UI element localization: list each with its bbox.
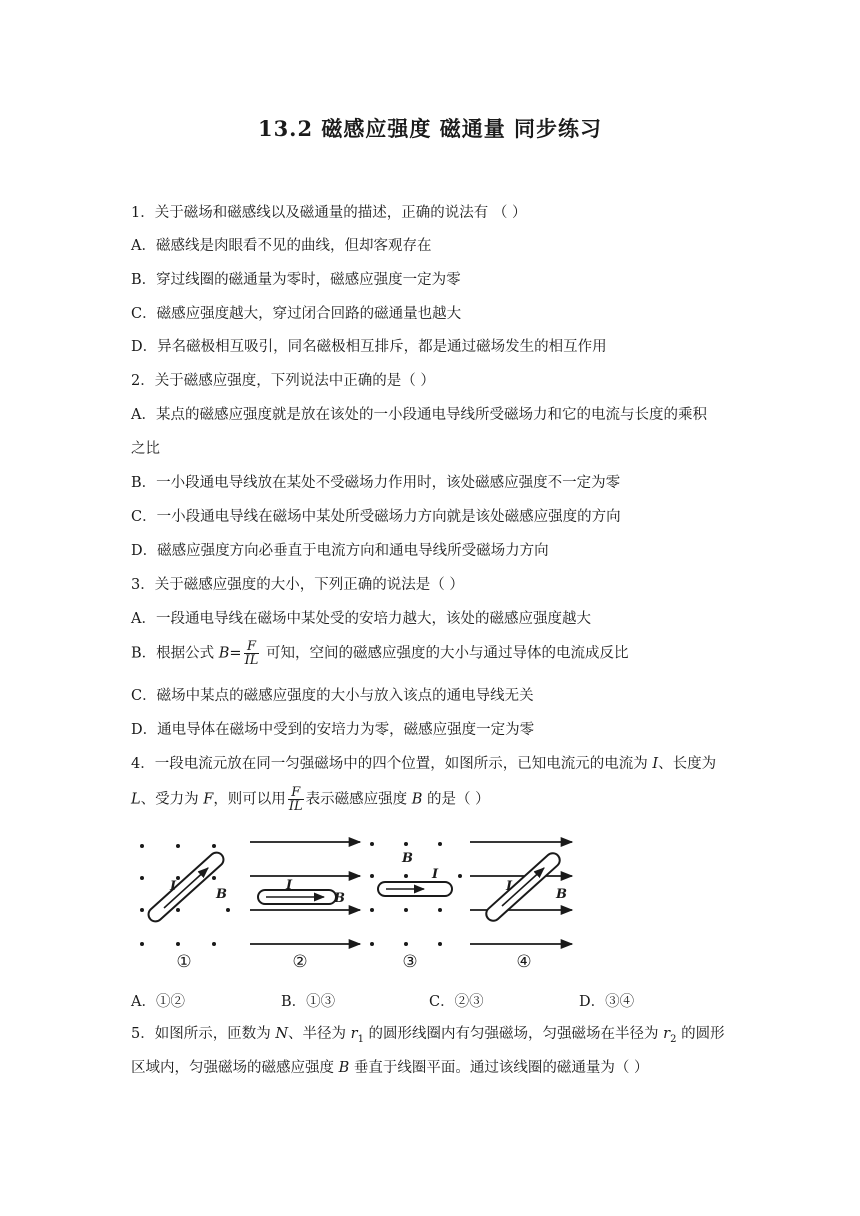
q4-option-d: D．③④ [579, 994, 635, 1010]
q3-b-var: B [218, 645, 230, 662]
q5-l1-mid2: 的圆形线圈内有匀强磁场，匀强磁场在半径为 [363, 1026, 664, 1042]
q3-b-eq: = [229, 645, 242, 662]
fig-label-i-1: I [170, 879, 177, 894]
q4-l2-b: B [411, 791, 423, 808]
q5-l1-pre: 5．如图所示，匝数为 [131, 1026, 276, 1042]
q1-option-d: D．异名磁极相互吸引，同名磁极相互排斥，都是通过磁场发生的相互作用 [131, 339, 607, 355]
fig-label-i-4: I [506, 879, 513, 894]
page-title: 13.2 磁感应强度 磁通量 同步练习 [257, 116, 603, 141]
q4-l2-mid: 、受力为 [140, 791, 204, 808]
formula-fraction-2 [288, 786, 304, 813]
q5-stem-line2 [131, 1059, 648, 1077]
q4-figure [128, 826, 578, 976]
q5-l1-r2: r [663, 1026, 671, 1042]
q4-option-a: A．①② [131, 994, 185, 1010]
q2-option-a-line1: A．某点的磁感应强度就是放在该处的一小段通电导线所受磁场力和它的电流与长度的乘积 [131, 407, 707, 423]
fraction-numerator-2: F [288, 786, 304, 800]
q3-option-c: C．磁场中某点的磁感应强度的大小与放入该点的通电导线无关 [131, 688, 534, 704]
conductor-panel-2 [258, 890, 336, 904]
q4-l2-l: L [131, 791, 141, 808]
fig-label-b-1: B [216, 887, 227, 902]
conductor-panel-4 [483, 850, 562, 923]
q4-option-b: B．①③ [281, 994, 336, 1010]
q4-l1-post: 、长度为 [658, 756, 717, 772]
fig-label-b-4: B [556, 887, 567, 902]
q4-l2-post1: 表示磁感应强度 [305, 791, 412, 808]
q4-l1-pre: 4．一段电流元放在同一匀强磁场中的四个位置，如图所示，已知电流元的电流为 [131, 756, 653, 772]
q4-option-c: C．②③ [429, 994, 484, 1010]
q5-stem-line1 [131, 1025, 725, 1049]
q2-option-d: D．磁感应强度方向必垂直于电流方向和通电导线所受磁场力方向 [131, 543, 549, 559]
q4-l1-i: I [652, 756, 659, 772]
q3-option-a: A．一段通电导线在磁场中某处受的安培力越大，该处的磁感应强度越大 [131, 611, 591, 627]
fig-label-i-3: I [432, 867, 439, 882]
q4-l2-f: F [203, 791, 214, 808]
fig-label-b-2: B [334, 891, 345, 906]
q3-b-pre: B．根据公式 [131, 645, 219, 662]
fig-label-4: ④ [516, 952, 532, 972]
q4-l2-mid2: ，则可以用 [213, 791, 286, 808]
q5-l1-sub2: 2 [670, 1033, 677, 1045]
q4-l2-post2: 的是（ ） [422, 791, 490, 808]
q3-stem: 3．关于磁感应强度的大小，下列正确的说法是（ ） [131, 577, 464, 593]
q2-option-c: C．一小段通电导线在磁场中某处所受磁场力方向就是该处磁感应强度的方向 [131, 509, 621, 525]
fraction-numerator: F [244, 640, 260, 654]
q5-l1-post: 的圆形 [676, 1026, 725, 1042]
formula-fraction [244, 640, 260, 667]
q5-l2-pre: 区域内，匀强磁场的磁感应强度 [131, 1060, 339, 1076]
q5-l2-post: 垂直于线圈平面。通过该线圈的磁通量为（ ） [349, 1060, 649, 1076]
q5-l1-sub1: 1 [357, 1033, 364, 1045]
q4-stem-line1 [131, 755, 716, 773]
fraction-denominator: IL [244, 653, 259, 668]
fig-label-1: ① [176, 952, 192, 972]
conductor-panel-3 [378, 882, 452, 896]
q3-option-b [131, 640, 628, 667]
conductor-panel-1 [146, 850, 227, 925]
q5-l1-mid: 、半径为 [288, 1026, 351, 1042]
q1-option-c: C．磁感应强度越大，穿过闭合回路的磁通量也越大 [131, 306, 462, 322]
q5-l2-b: B [338, 1060, 350, 1076]
q1-stem: 1．关于磁场和磁感线以及磁通量的描述，正确的说法有 （ ） [131, 205, 527, 221]
q1-option-a: A．磁感线是肉眼看不见的曲线，但却客观存在 [131, 238, 432, 254]
q1-option-b: B．穿过线圈的磁通量为零时，磁感应强度一定为零 [131, 272, 461, 288]
fig-label-2: ② [292, 952, 308, 972]
q2-option-a-line2: 之比 [131, 441, 160, 457]
fraction-denominator-2: IL [288, 799, 303, 814]
q5-l1-n: N [275, 1026, 289, 1042]
q5-l1-r1: r [350, 1026, 358, 1042]
q3-b-post: 可知，空间的磁感应强度的大小与通过导体的电流成反比 [261, 645, 629, 662]
q4-stem-line2 [131, 786, 490, 813]
fig-label-b-3: B [402, 851, 413, 866]
q2-option-b: B．一小段通电导线放在某处不受磁场力作用时，该处磁感应强度不一定为零 [131, 475, 621, 491]
q3-option-d: D．通电导体在磁场中受到的安培力为零，磁感应强度一定为零 [131, 722, 535, 738]
fig-label-i-2: I [286, 878, 293, 893]
fig-label-3: ③ [402, 952, 418, 972]
q2-stem: 2．关于磁感应强度，下列说法中正确的是（ ） [131, 373, 435, 389]
